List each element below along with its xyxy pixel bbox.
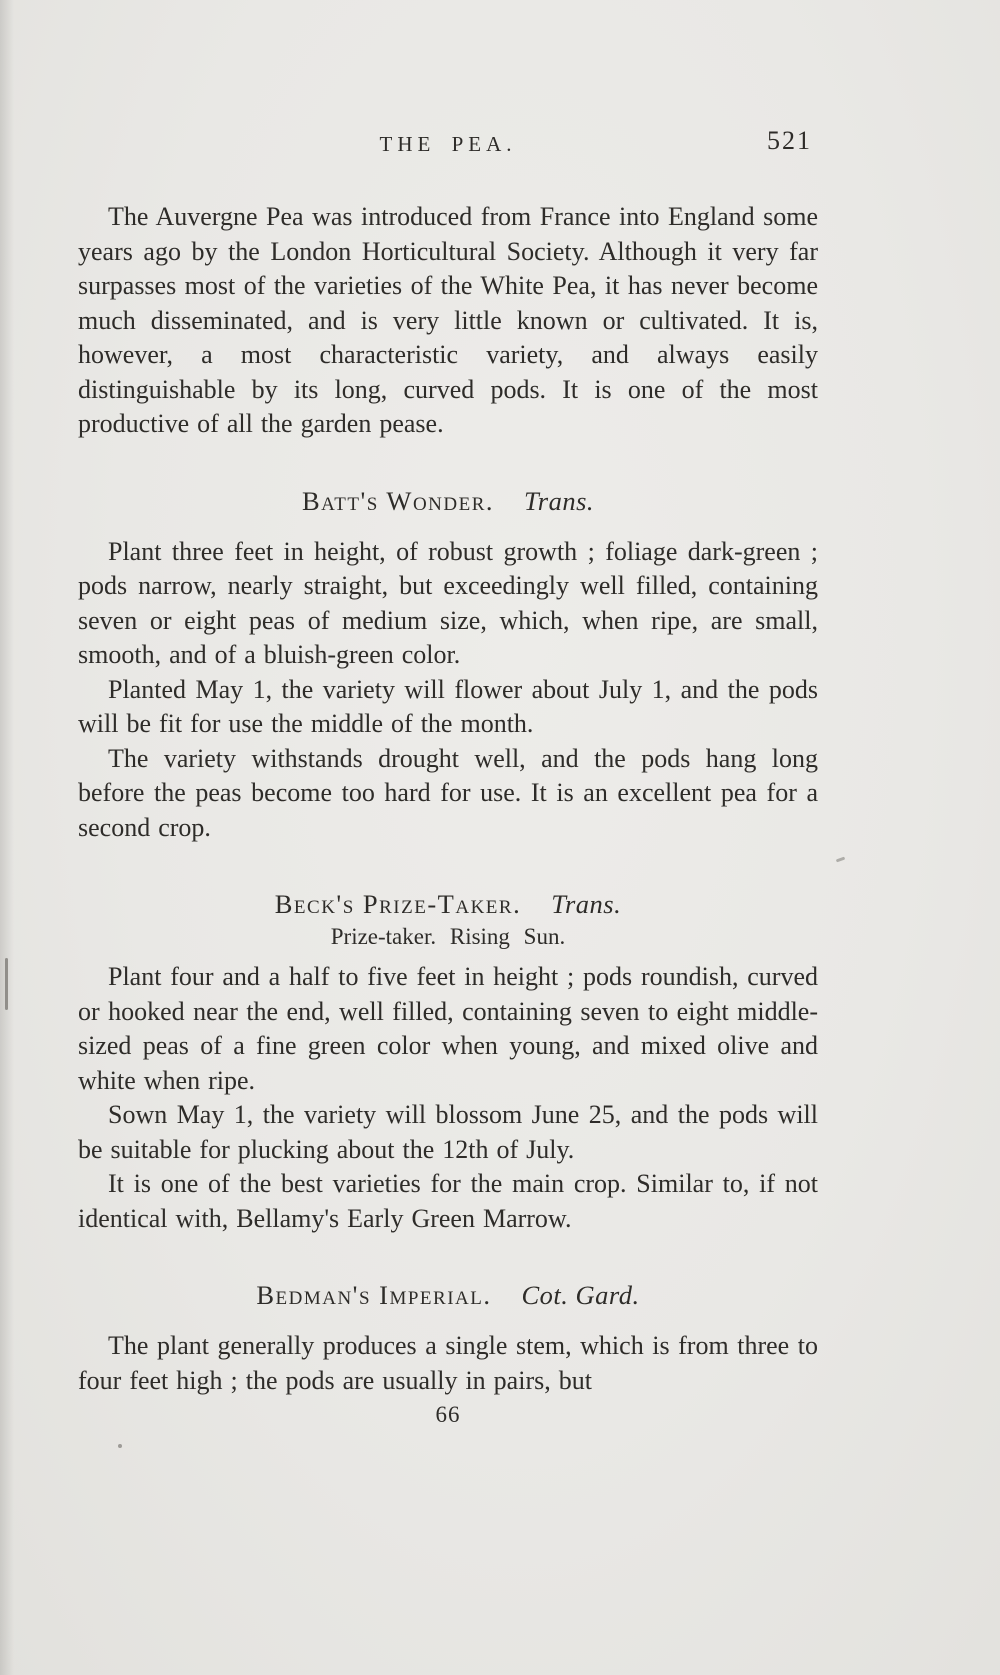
page-header bbox=[78, 126, 818, 162]
scan-artifact bbox=[836, 857, 845, 863]
entry-becks-prize-taker bbox=[78, 889, 818, 1236]
entry-name: Batt's Wonder. bbox=[301, 485, 495, 516]
paragraph: Plant four and a half to five feet in height ; pods roundish, curved or hooked near the end, well filled, containing seven to eight middle-sized peas of a fine green color when young, and mixed olive and white when ripe. bbox=[78, 962, 818, 1095]
scan-artifact bbox=[5, 958, 8, 1010]
paragraph: It is one of the best varieties for the main crop. Similar to, if not identical with, Bellamy's Early Green Marrow. bbox=[78, 1169, 818, 1233]
page-edge-shadow bbox=[0, 0, 14, 1675]
paragraph-auvergne-pea: The Auvergne Pea was introduced from France into England some years ago by the London Horticultural Society. Although it very far surpasses most of the varieties of the White Pea, it has never become much disseminated, and is very little known or cultivated. It is, however, a most characteristic variety, and always easily distinguishable by its long, curved pods. It is one of the most productive of all the garden pease. bbox=[78, 202, 818, 438]
paragraph: The variety withstands drought well, and the pods hang long before the peas become too hard for use. It is an excellent pea for a second crop. bbox=[78, 743, 818, 842]
entry-heading bbox=[78, 1280, 818, 1311]
entry-heading bbox=[78, 486, 818, 517]
running-title: THE PEA. bbox=[379, 132, 517, 156]
entry-batts-wonder bbox=[78, 486, 818, 846]
paragraph: Planted May 1, the variety will flower about July 1, and the pods will be fit for use the middle of the month. bbox=[78, 674, 818, 738]
paragraph: Plant three feet in height, of robust growth ; foliage dark-green ; pods narrow, nearly straight, but exceedingly well filled, containing seven or eight peas of medium size, which, when ripe, are small, smooth, and of a bluish-green color. bbox=[78, 536, 818, 669]
entry-source-citation: Trans. bbox=[524, 485, 595, 516]
scan-artifact bbox=[118, 1444, 122, 1448]
synonym-line: Prize-taker. Rising Sun. bbox=[330, 924, 566, 949]
page-number: 521 bbox=[767, 126, 812, 155]
entry-source-citation: Trans. bbox=[551, 889, 622, 919]
entry-name: Bedman's Imperial. bbox=[256, 1280, 492, 1310]
entry-heading bbox=[78, 889, 818, 920]
entry-source-citation: Cot. Gard. bbox=[521, 1280, 640, 1310]
text-column bbox=[78, 0, 818, 1428]
paragraph: The plant generally produces a single stem, which is from three to four feet high ; the pods are usually in pairs, but bbox=[78, 1331, 818, 1395]
signature-number: 66 bbox=[435, 1402, 461, 1427]
entry-bedmans-imperial bbox=[78, 1280, 818, 1398]
paragraph: Sown May 1, the variety will blossom June 25, and the pods will be suitable for plucking about the 12th of July. bbox=[78, 1100, 818, 1164]
entry-name: Beck's Prize-Taker. bbox=[274, 889, 522, 919]
